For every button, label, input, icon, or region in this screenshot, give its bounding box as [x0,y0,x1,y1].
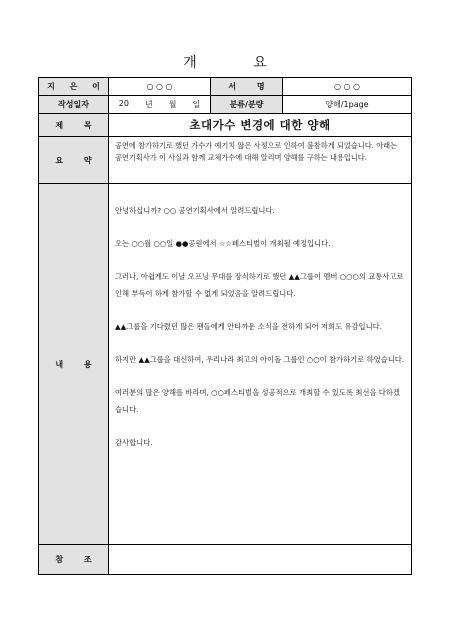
category-field[interactable]: 양해/1page [283,96,411,114]
content-field[interactable] [109,184,411,545]
author-field[interactable]: ○ ○ ○ [109,78,211,96]
overview-form [38,77,412,575]
content-paragraph: 안녕하십니까? ○○ 공연기획사에서 알려드립니다. [115,206,275,215]
content-paragraph: 여러분의 많은 양해를 바라며, ○○페스티벌을 성공적으로 개최할 수 있도록 최선을 다하겠습니다. [115,388,400,414]
summary-field[interactable]: 공연에 참가하기로 했던 가수가 예기치 않은 사정으로 인하여 불참하게 되었습니다. 아래는 공연기획사가 이 사실과 함께 교체가수에 대해 알리며 양해를 구하는 내용입니다. [109,137,411,184]
author-label: 지 은 이 [39,78,109,96]
date-field[interactable] [109,96,211,114]
date-day-unit: 일 [192,100,201,109]
content-paragraph: ▲▲그룹을 기다렸던 많은 팬들에게 안타까운 소식을 전하게 되어 저희도 유감입니다. [115,322,383,331]
reference-field[interactable] [109,545,411,574]
content-paragraph: 그러나, 아쉽게도 이날 오프닝 무대를 장식하기로 했던 ▲▲그룹이 멤버 ○○○의 교통사고로 인해 부득이 하게 참가할 수 없게 되었음을 알려드립니다. [115,272,404,298]
content-paragraph: 오는 ○○월 ○○일 ●●공원에서 ☆☆페스티벌이 개최될 예정입니다. [115,239,331,248]
reference-label: 참 조 [39,545,109,574]
subject-label: 제 목 [39,114,109,137]
content-paragraph: 감사합니다. [115,438,153,447]
summary-label: 요 약 [39,137,109,184]
content-paragraph: 하지만 ▲▲그룹을 대신하여, 우리나라 최고의 아이돌 그룹인 ○○이 참가하기로 하였습니다. [115,355,405,364]
category-label: 분류/분량 [211,96,283,114]
signature-label: 서 명 [211,78,283,96]
date-month-unit: 월 [168,100,177,109]
page-title: 개 요 [183,55,293,71]
date-label: 작성일자 [39,96,109,114]
date-year-unit: 년 [144,100,153,109]
subject-field[interactable]: 초대가수 변경에 대한 양해 [109,114,411,137]
content-label: 내 용 [39,184,109,545]
date-year: 20 [118,99,129,108]
signature-field[interactable]: ○ ○ ○ [283,78,411,96]
